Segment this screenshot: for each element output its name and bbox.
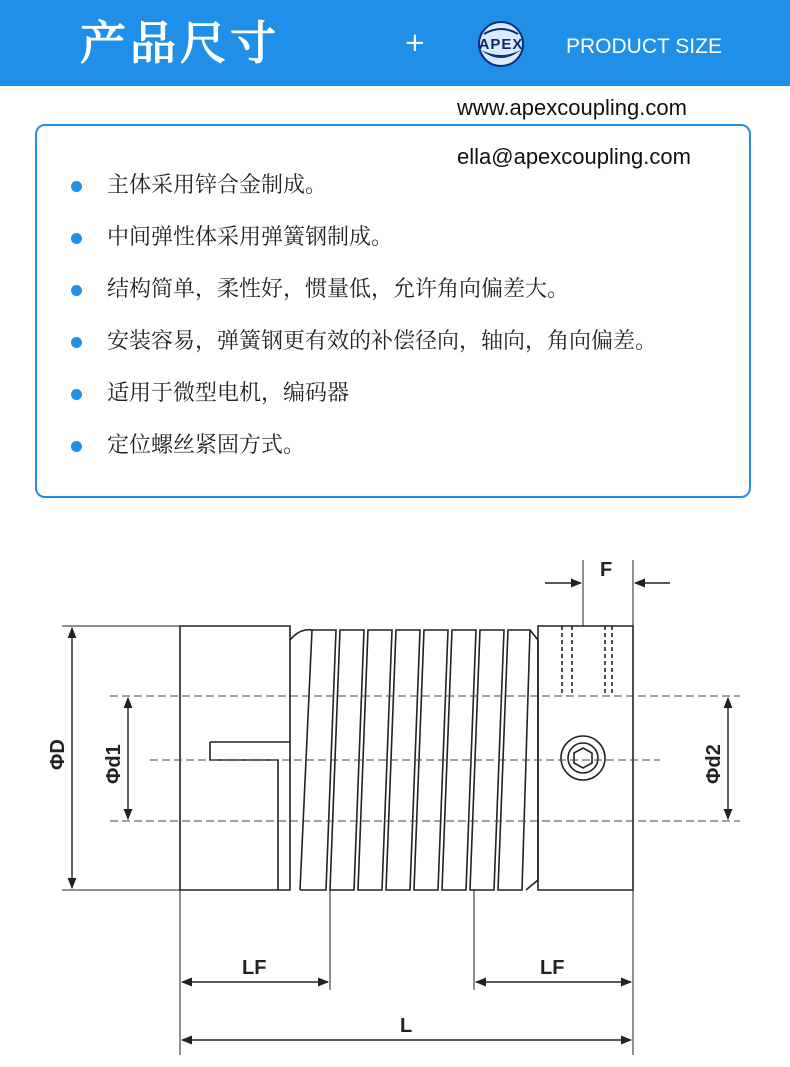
right-hub-hidden-hole — [562, 626, 612, 696]
label-L: L — [400, 1015, 413, 1037]
feature-text: 中间弹性体采用弹簧钢制成。 — [107, 225, 394, 250]
email-text: ella@apexcoupling.com — [457, 144, 691, 169]
page-title: 产品尺寸 — [80, 16, 280, 70]
feature-item — [71, 222, 657, 274]
coupling-dimension-drawing — [0, 540, 790, 1067]
label-LF-left: LF — [242, 957, 267, 979]
label-F: F — [600, 559, 613, 581]
bullet-dot-icon — [71, 285, 82, 296]
feature-item — [71, 430, 657, 482]
bullet-dot-icon — [71, 233, 82, 244]
feature-item — [71, 170, 657, 222]
left-hub-outline — [180, 626, 290, 890]
bullet-dot-icon — [71, 389, 82, 400]
label-d1: Φd1 — [103, 744, 125, 784]
logo-text: APEX — [478, 36, 524, 53]
feature-text: 结构简单，柔性好，惯量低，允许角向偏差大。 — [107, 277, 570, 302]
set-screw-hex — [574, 748, 592, 768]
left-hub-slot — [210, 742, 290, 890]
header-bar — [0, 0, 790, 86]
feature-item — [71, 378, 657, 430]
label-D: ΦD — [47, 739, 69, 770]
label-LF-right: LF — [540, 957, 565, 979]
right-hub-outline — [538, 626, 633, 890]
feature-box — [35, 124, 751, 498]
feature-list — [71, 170, 657, 482]
label-d2: Φd2 — [703, 744, 725, 784]
feature-text: 主体采用锌合金制成。 — [107, 173, 328, 198]
bullet-dot-icon — [71, 441, 82, 452]
website-text: www.apexcoupling.com — [457, 95, 687, 120]
header-plus: + — [404, 28, 426, 58]
bullet-dot-icon — [71, 181, 82, 192]
bullet-dot-icon — [71, 337, 82, 348]
feature-item — [71, 274, 657, 326]
feature-item — [71, 326, 657, 378]
feature-text: 适用于微型电机，编码器 — [107, 381, 350, 406]
apex-logo — [472, 20, 530, 68]
header-subtitle: PRODUCT SIZE — [566, 35, 722, 58]
feature-text: 定位螺丝紧固方式。 — [107, 433, 306, 458]
feature-text: 安装容易，弹簧钢更有效的补偿径向，轴向，角向偏差。 — [107, 329, 658, 354]
